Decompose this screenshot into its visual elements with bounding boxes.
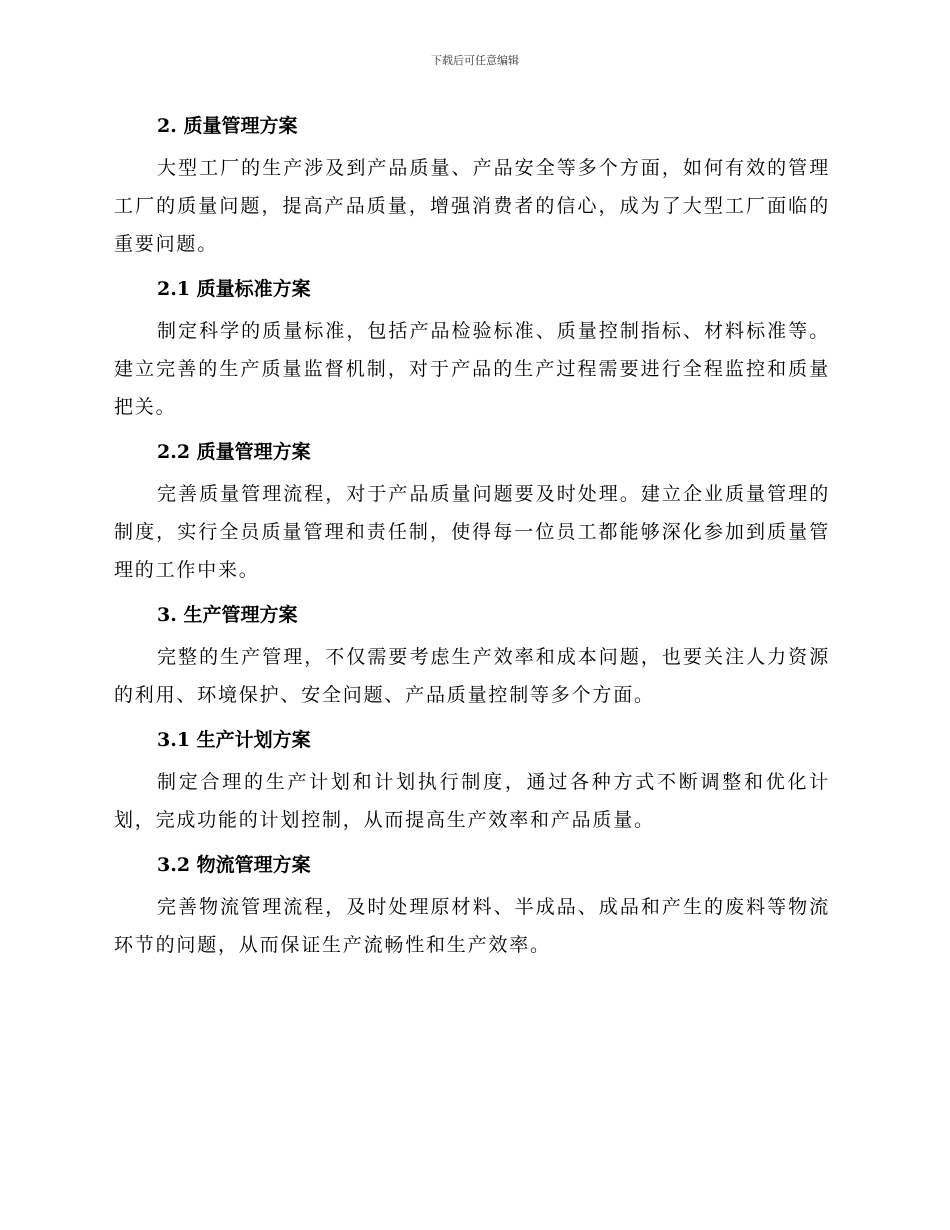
section-heading-2: 2. 质量管理方案 xyxy=(157,115,298,137)
section-paragraph-2: 大型工厂的生产涉及到产品质量、产品安全等多个方面，如何有效的管理工厂的质量问题，提高产品质量，增强消费者的信心，成为了大型工厂面临的重要问题。 xyxy=(114,157,830,255)
section-paragraph-2-2: 完善质量管理流程，对于产品质量问题要及时处理。建立企业质量管理的制度，实行全员质量管理和责任制，使得每一位员工都能够深化参加到质量管理的工作中来。 xyxy=(114,483,830,581)
section-heading-3-1: 3.1 生产计划方案 xyxy=(157,729,311,751)
section-heading-3-2: 3.2 物流管理方案 xyxy=(157,854,311,876)
section-heading-2-2: 2.2 质量管理方案 xyxy=(157,441,311,463)
page-header: 下载后可任意编辑 xyxy=(431,54,519,67)
section-heading-2-1: 2.1 质量标准方案 xyxy=(157,278,311,300)
section-paragraph-3-2: 完善物流管理流程，及时处理原材料、半成品、成品和产生的废料等物流环节的问题，从而保证生产流畅性和生产效率。 xyxy=(114,896,830,956)
document-body xyxy=(114,111,830,964)
section-paragraph-3: 完整的生产管理，不仅需要考虑生产效率和成本问题，也要关注人力资源的利用、环境保护、安全问题、产品质量控制等多个方面。 xyxy=(114,646,830,706)
section-paragraph-2-1: 制定科学的质量标准，包括产品检验标准、质量控制指标、材料标准等。建立完善的生产质量监督机制，对于产品的生产过程需要进行全程监控和质量把关。 xyxy=(114,320,830,418)
section-heading-3: 3. 生产管理方案 xyxy=(157,604,298,626)
section-paragraph-3-1: 制定合理的生产计划和计划执行制度，通过各种方式不断调整和优化计划，完成功能的计划控制，从而提高生产效率和产品质量。 xyxy=(114,771,830,831)
